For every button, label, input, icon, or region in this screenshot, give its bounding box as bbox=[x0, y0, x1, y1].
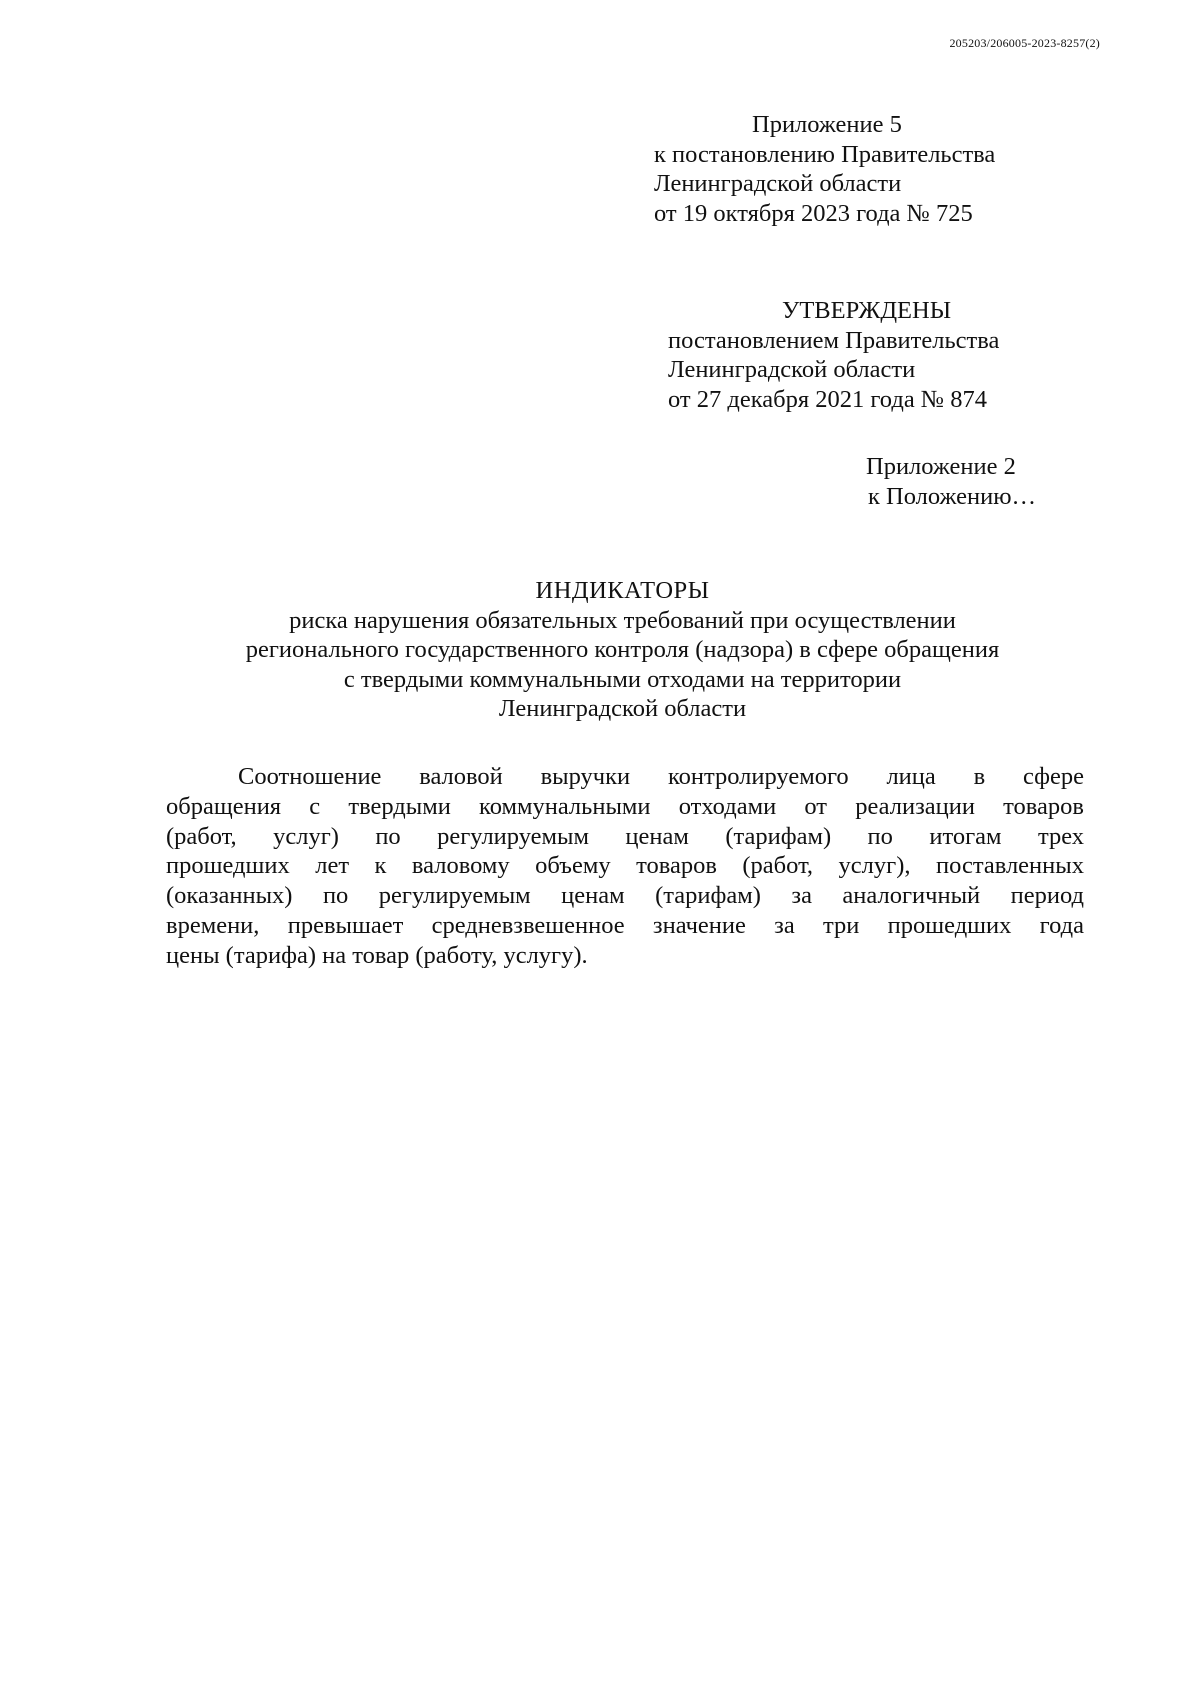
approved-heading: УТВЕРЖДЕНЫ bbox=[782, 297, 952, 324]
body-line: обращения с твердыми коммунальными отходами от реализации товаров bbox=[166, 792, 1084, 820]
body-paragraph bbox=[166, 762, 1084, 971]
approved-date-line: от 27 декабря 2021 года № 874 bbox=[668, 385, 988, 413]
approval-stamp-block bbox=[668, 296, 999, 414]
appendix-5-line: к постановлению Правительства bbox=[654, 140, 996, 168]
approved-line: постановлением Правительства bbox=[668, 326, 1000, 354]
appendix-5-date-line: от 19 октября 2023 года № 725 bbox=[654, 199, 973, 227]
body-line: цены (тарифа) на товар (работу, услугу). bbox=[166, 941, 588, 969]
appendix-2-reference: к Положению… bbox=[868, 482, 1037, 510]
document-title: ИНДИКАТОРЫ bbox=[535, 577, 710, 604]
body-line: прошедших лет к валовому объему товаров (работ, услуг), поставленных bbox=[166, 852, 1084, 880]
document-subtitle-line: риска нарушения обязательных требований при осуществлении bbox=[289, 606, 956, 634]
document-title-block bbox=[150, 576, 1095, 724]
appendix-2-title: Приложение 2 bbox=[866, 453, 1016, 480]
approved-line: Ленинградской области bbox=[668, 356, 916, 383]
document-subtitle-line: Ленинградской области bbox=[498, 695, 747, 722]
appendix-5-title: Приложение 5 bbox=[752, 111, 902, 138]
body-line: (работ, услуг) по регулируемым ценам (тарифам) по итогам трех bbox=[166, 822, 1084, 850]
body-line: времени, превышает средневзвешенное значение за три прошедших года bbox=[166, 911, 1084, 939]
document-subtitle-line: регионального государственного контроля (надзора) в сфере обращения bbox=[245, 636, 1000, 663]
body-line: Соотношение валовой выручки контролируемого лица в сфере bbox=[238, 763, 1084, 790]
appendix-2-header bbox=[866, 452, 1036, 511]
body-line: (оказанных) по регулируемым ценам (тарифам) за аналогичный период bbox=[166, 882, 1084, 910]
appendix-5-header bbox=[654, 110, 995, 228]
appendix-5-line: Ленинградской области bbox=[654, 170, 902, 197]
document-subtitle-line: с твердыми коммунальными отходами на территории bbox=[343, 665, 902, 693]
document-registration-code: 205203/206005-2023-8257(2) bbox=[949, 36, 1100, 50]
